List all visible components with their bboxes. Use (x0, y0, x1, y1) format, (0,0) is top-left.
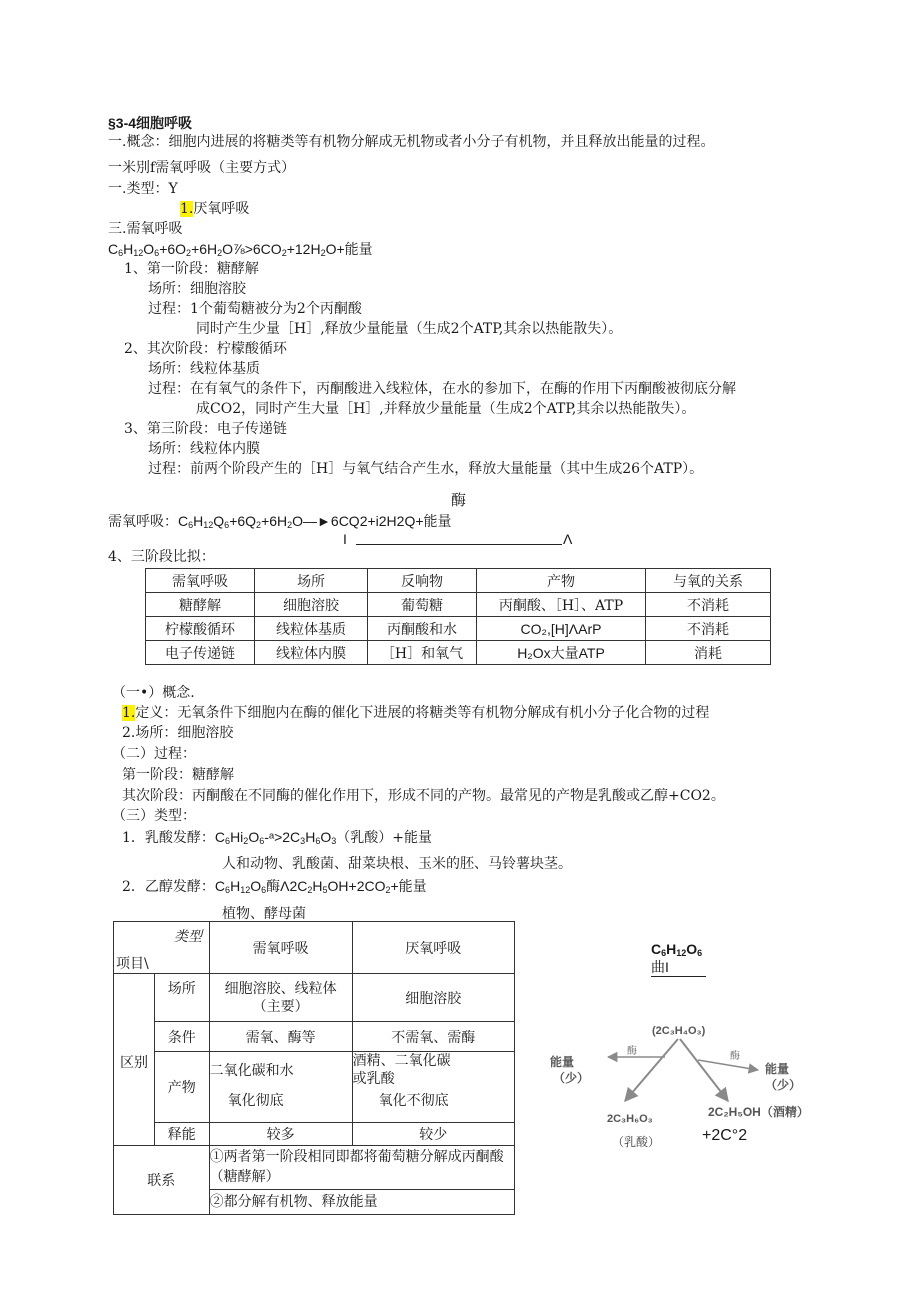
aerobic-summary-equation: 需氧呼吸：$C_6H_{12}Q_6+6Q_2+6H_2O—►6CQ2+i2H2Q+$能量 (108, 513, 452, 530)
table-cell: 葡萄糖 (368, 593, 477, 617)
table-cell: CO₂,[H]ΛArP (477, 617, 646, 641)
table-cell: 线粒体基质 (255, 617, 368, 641)
table-cell: 需氧、酶等 (209, 1022, 352, 1052)
enzyme-right-label: 酶 (730, 1051, 740, 1062)
table-cell: H₂Ox大量ATP (477, 641, 646, 665)
energy-left-label: 能量 (550, 1055, 575, 1069)
product-right: 2C₂H₅OH（酒精） (708, 1105, 809, 1119)
aerobic-equation: $C_6H_{12}O_6+6O_2+6H_2O\frac{7}{8}>6CO_2+12H_2O+$能量 (108, 241, 373, 258)
table-cell: 线粒体内膜 (255, 641, 368, 665)
stage2-process2: 成CO2，同时产生大量［H］,并释放少量能量（生成2个ATP,其余以热能散失）。 (196, 401, 696, 417)
table-cell: 柠檬酸循环 (146, 617, 255, 641)
row-label: 释能 (155, 1123, 210, 1146)
section-three-heading: 三.需氧呼吸 (108, 221, 183, 237)
enzyme-label: 酶 (451, 491, 467, 509)
energy-right-label: 能量 (765, 1062, 790, 1076)
corner-type: 类型 (174, 929, 202, 945)
table-cell: 较少 (352, 1123, 514, 1146)
table-cell: 丙酮酸、［H］、ATP (477, 593, 646, 617)
energy-left-sub: （少） (553, 1071, 590, 1085)
table-cell: 不消耗 (646, 617, 771, 641)
ethanol-examples: 植物、酵母菌 (222, 906, 306, 922)
diagram-top-formula: $C_6H_{12}O_6$ (651, 941, 703, 958)
stage1-process2: 同时产生少量［H］,释放少量能量（生成2个ATP,其余以热能散失）。 (196, 321, 623, 337)
stage1-process1: 过程：1个葡萄糖被分为2个丙酮酸 (148, 301, 362, 317)
table-header-row (146, 569, 771, 593)
row-label: 条件 (155, 1022, 210, 1052)
bracket-right: Λ (563, 531, 573, 547)
anaerobic-type-line (180, 200, 249, 218)
anaerobic-place: 2.场所：细胞溶胶 (122, 725, 234, 741)
process-heading: （二）过程： (112, 746, 196, 762)
header-cell: 产物 (477, 569, 646, 593)
table-row (146, 641, 771, 665)
table-cell: 较多 (209, 1123, 352, 1146)
bracket-left: I (343, 531, 347, 547)
table-row (146, 593, 771, 617)
corner-item: 项目\ (116, 956, 149, 972)
table-cell: 消耗 (646, 641, 771, 665)
arrow-to-ethanol (680, 1039, 728, 1101)
process-step2: 其次阶段：丙酮酸在不同酶的催化作用下，形成不同的产物。最常见的产物是乳酸或乙醇+CO2。 (122, 788, 725, 804)
anaerobic-concept-heading: （一•）概念. (112, 685, 195, 701)
group-label: 区别 (114, 974, 155, 1146)
row-label: 场所 (155, 974, 210, 1022)
header-anaerobic: 厌氧呼吸 (352, 922, 514, 974)
concept-line: 一.概念：细胞内进展的将糖类等有机物分解成无机物或者小分子有机物，并且释放出能量的过程。 (108, 134, 715, 150)
page-title: §3-4细胞呼吸 (108, 115, 193, 131)
highlight-number: 1. (180, 201, 194, 217)
types-line: 一.类型：Y (108, 181, 178, 197)
stage2-place: 场所：线粒体基质 (148, 361, 260, 377)
stage3-title: 3、第三阶段：电子传递链 (124, 421, 287, 437)
lactic-line: 1．乳酸发酵：$C_6Hi_2O_6-ᵃ>2C_3H_6O_3$（乳酸）+能量 (122, 829, 432, 846)
header-aerobic: 需氧呼吸 (209, 922, 352, 974)
header-cell: 场所 (255, 569, 368, 593)
enzyme-left-label: 酶 (627, 1046, 637, 1057)
stage1-place: 场所：细胞溶胶 (148, 281, 246, 297)
header-cell: 反响物 (368, 569, 477, 593)
section-one-heading: 一米別f需氧呼吸（主要方式） (108, 160, 296, 176)
stage1-title: 1、第一阶段：糖酵解 (124, 261, 259, 277)
table-cell: 不需氧、需酶 (352, 1022, 514, 1052)
table-cell: 糖酵解 (146, 593, 255, 617)
link-cell: ①两者第一阶段相同即都将葡萄糖分解成丙酮酸（糖酵解） ②都分解有机物、释放能量 (209, 1146, 514, 1215)
stage3-place: 场所：线粒体内膜 (148, 441, 260, 457)
highlight-number: 1. (122, 705, 136, 721)
table-cell: 不消耗 (646, 593, 771, 617)
process-step1: 第一阶段：糖酵解 (122, 767, 234, 783)
table-cell: 细胞溶胶 (352, 974, 514, 1022)
header-cell: 需氧呼吸 (146, 569, 255, 593)
stage2-title: 2、其次阶段：柠檬酸循环 (124, 341, 287, 357)
header-cell: 与氧的关系 (646, 569, 771, 593)
anaerobic-type-label: 厌氧呼吸 (193, 201, 250, 217)
stage2-process1: 过程：在有氧气的条件下，丙酮酸进入线粒体，在水的参加下，在酶的作用下丙酮酸被彻底分解 (148, 381, 736, 397)
lactic-examples: 人和动物、乳酸菌、甜菜块根、玉米的胚、马铃薯块茎。 (222, 856, 572, 872)
diagram-underline (651, 976, 706, 977)
product-left: 2C₃H₆O₃ (607, 1113, 653, 1125)
arrow-energy-right (698, 1060, 758, 1070)
table-cell: 丙酮酸和水 (368, 617, 477, 641)
aerobic-anaerobic-table (113, 921, 515, 1215)
table-cell: ［H］和氧气 (368, 641, 477, 665)
bracket-line (356, 544, 562, 545)
table-cell: 细胞溶胶 (255, 593, 368, 617)
stage3-process: 过程：前两个阶段产生的［H］与氧气结合产生水，释放大量能量（其中生成26个ATP）。 (148, 461, 704, 477)
energy-right-sub: （少） (765, 1078, 802, 1092)
diagram-center-formula: (2C₃H₄O₃) (652, 1025, 706, 1037)
product-left-name: （乳酸） (612, 1135, 661, 1149)
table-row (146, 617, 771, 641)
table-cell: 细胞溶胶、线粒体 （主要） (209, 974, 352, 1022)
corner-cell (114, 922, 210, 974)
ethanol-line: 2．乙醇发酵：$C_6H_{12}O_6$酶$\Lambda 2C_2H_5OH+2CO_2+$能量 (122, 878, 427, 895)
comparison-table (145, 568, 771, 665)
row-label: 产物 (155, 1052, 210, 1123)
types-heading: （三）类型： (112, 808, 196, 824)
link-label: 联系 (114, 1146, 210, 1215)
diagram-top-sub: 曲I (651, 959, 669, 975)
table-cell: 电子传递链 (146, 641, 255, 665)
comparison-title: 4、三阶段比拟： (108, 549, 215, 565)
table-cell: 二氧化碳和水 氧化彻底 (209, 1052, 352, 1123)
table-cell: 酒精、二氧化碳 或乳酸 氧化不彻底 (352, 1052, 514, 1123)
anaerobic-definition: 1.定义：无氧条件下细胞内在酶的催化下进展的将糖类等有机物分解成有机小分子化合物的过程 (122, 705, 710, 721)
co2-label: +2C°2 (702, 1127, 748, 1144)
